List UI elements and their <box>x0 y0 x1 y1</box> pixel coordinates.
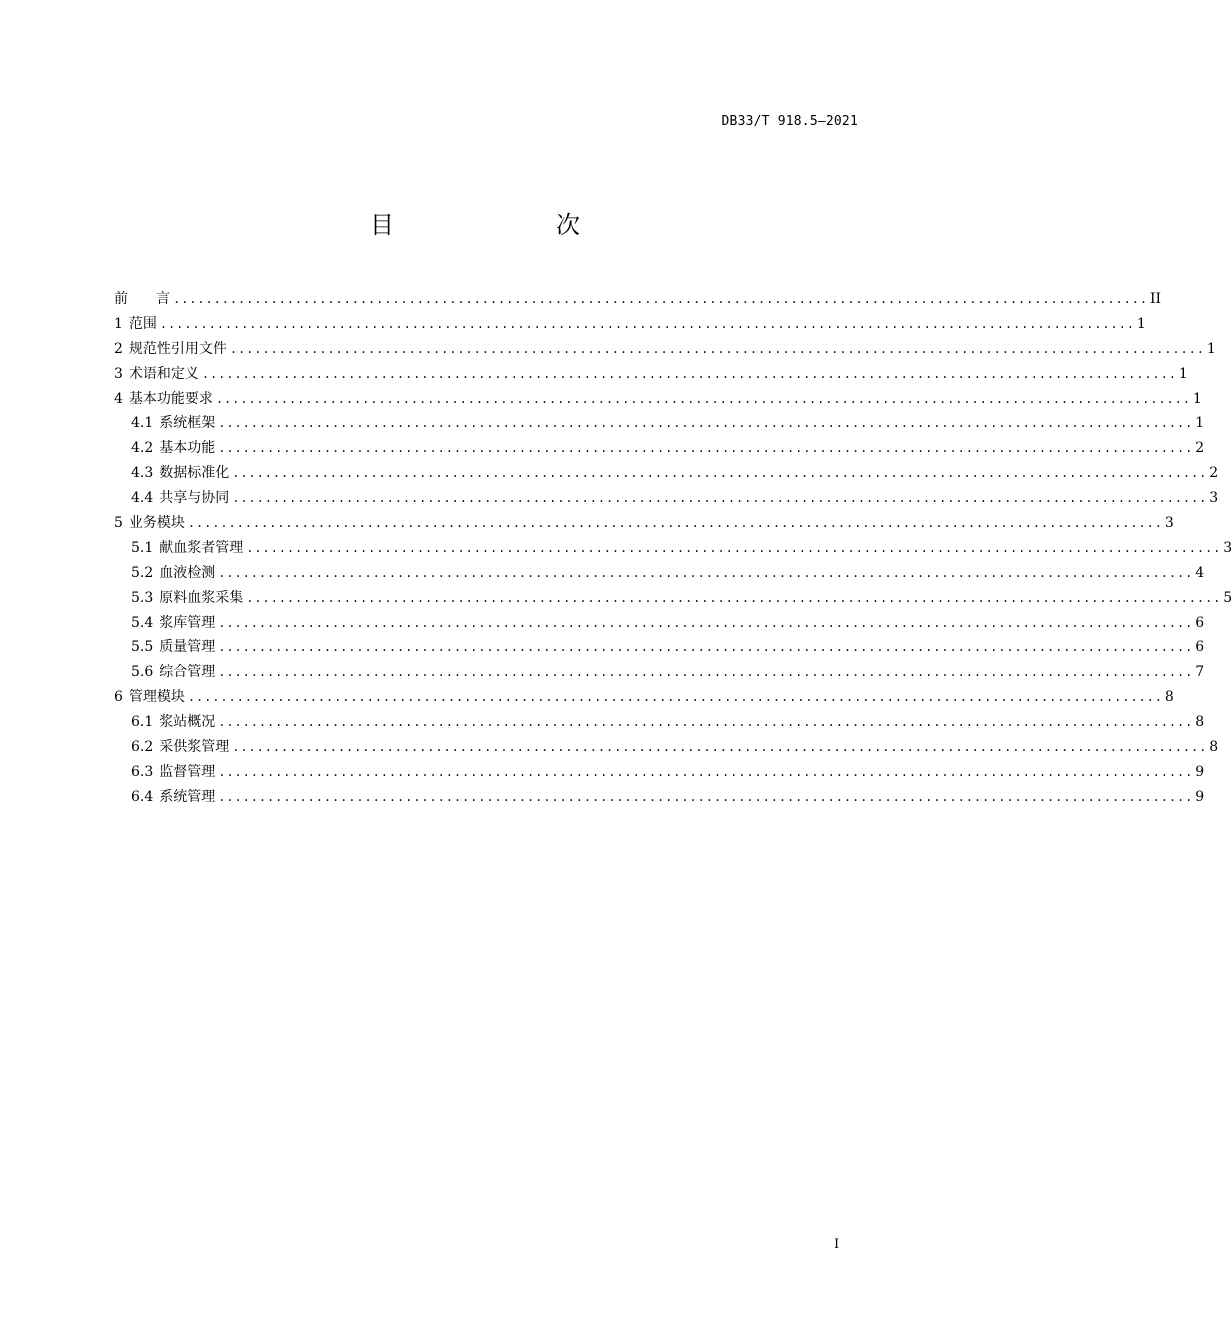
toc-entry-label <box>114 362 202 386</box>
toc-entry[interactable] <box>114 486 1219 511</box>
toc-entry-number: 3 <box>114 365 123 382</box>
toc-entry-label <box>131 436 218 460</box>
toc-entry-number: 6.3 <box>131 763 154 780</box>
toc-entry-text: 共享与协同 <box>159 490 230 507</box>
toc-entry-page: 3 <box>1223 539 1232 556</box>
toc-dot-leader: ........................................................................................................................ <box>201 366 1177 381</box>
toc-entry-label <box>114 387 216 411</box>
toc-entry-label <box>114 685 188 709</box>
toc-entry-number: 1 <box>114 315 123 332</box>
toc-entry[interactable] <box>114 611 1205 636</box>
toc-entry-number: 6.2 <box>131 739 154 756</box>
table-of-contents <box>114 287 1232 810</box>
toc-entry-text: 献血浆者管理 <box>159 539 244 556</box>
toc-entry-page: 3 <box>1164 515 1174 532</box>
toc-entry[interactable] <box>114 735 1219 760</box>
toc-dot-leader: ........................................................................................................................ <box>229 341 1205 356</box>
toc-entry-number: 6.4 <box>131 788 154 805</box>
toc-entry-number: 5 <box>114 515 123 532</box>
toc-entry-number: 5.4 <box>131 614 154 631</box>
toc-entry-page: 8 <box>1209 739 1219 756</box>
toc-title: 目 次 <box>370 211 618 239</box>
toc-entry-text: 基本功能要求 <box>128 390 213 407</box>
toc-entry-number: 4 <box>114 390 123 407</box>
toc-entry-text: 浆库管理 <box>159 614 216 631</box>
toc-entry-page: 2 <box>1209 465 1219 482</box>
toc-entry-label <box>114 337 230 361</box>
toc-dot-leader: ........................................................................................................................ <box>232 491 1208 506</box>
toc-entry-text: 血液检测 <box>159 564 216 581</box>
toc-entry-number: 4.2 <box>131 440 154 457</box>
toc-dot-leader: ........................................................................................................................ <box>173 292 1148 306</box>
toc-entry-page: 1 <box>1192 390 1202 407</box>
toc-entry-text: 监督管理 <box>159 763 216 780</box>
toc-entry-label <box>131 735 232 759</box>
toc-dot-leader: ........................................................................................................................ <box>218 715 1194 730</box>
toc-entry-label <box>131 785 218 809</box>
toc-entry[interactable] <box>114 436 1205 461</box>
toc-dot-leader: ........................................................................................................................ <box>218 764 1194 779</box>
toc-entry-label <box>131 586 246 610</box>
toc-entry-label <box>114 312 160 336</box>
toc-entry-number: 4.3 <box>131 465 154 482</box>
toc-entry-label <box>131 611 218 635</box>
toc-entry-text: 范围 <box>128 315 157 332</box>
toc-entry[interactable] <box>114 635 1205 660</box>
toc-dot-leader: ........................................................................................................................ <box>159 316 1135 331</box>
toc-entry-page: 1 <box>1136 315 1146 332</box>
toc-entry-text: 采供浆管理 <box>159 739 230 756</box>
toc-entry[interactable] <box>114 536 1232 561</box>
toc-entry-page: 7 <box>1195 664 1205 681</box>
toc-entry-text: 数据标准化 <box>159 465 230 482</box>
toc-entry-page: 5 <box>1223 589 1232 606</box>
toc-dot-leader: ........................................................................................................................ <box>218 640 1194 655</box>
toc-entry-label <box>131 411 218 435</box>
toc-entry[interactable] <box>114 586 1232 611</box>
toc-dot-leader: ........................................................................................................................ <box>218 565 1194 580</box>
toc-entry-number: 6 <box>114 689 123 706</box>
toc-entry-label <box>131 710 218 734</box>
toc-entry-text: 管理模块 <box>128 689 185 706</box>
toc-dot-leader: ........................................................................................................................ <box>218 615 1194 630</box>
toc-entry[interactable] <box>114 312 1146 337</box>
toc-entry[interactable] <box>114 511 1174 536</box>
toc-entry-number: 5.2 <box>131 564 154 581</box>
toc-entry-text: 规范性引用文件 <box>128 340 227 357</box>
toc-entry-page: 3 <box>1209 490 1219 507</box>
toc-entry-text: 浆站概况 <box>159 714 216 731</box>
toc-dot-leader: ........................................................................................................................ <box>232 466 1208 481</box>
toc-dot-leader: ........................................................................................................................ <box>218 416 1194 431</box>
toc-entry-text: 业务模块 <box>128 515 185 532</box>
toc-entry-label <box>131 760 218 784</box>
toc-dot-leader: ........................................................................................................................ <box>187 516 1163 531</box>
toc-entry-page: 2 <box>1195 440 1205 457</box>
document-code: DB33/T 918.5—2021 <box>721 114 858 129</box>
toc-entry-page: II <box>1149 291 1162 307</box>
toc-entry-page: 9 <box>1195 763 1205 780</box>
toc-entry-page: 8 <box>1195 714 1205 731</box>
toc-dot-leader: ........................................................................................................................ <box>218 665 1194 680</box>
toc-entry-page: 4 <box>1195 564 1205 581</box>
toc-entry-page: 8 <box>1164 689 1174 706</box>
toc-dot-leader: ........................................................................................................................ <box>246 590 1222 605</box>
toc-entry-page: 6 <box>1195 639 1205 656</box>
toc-entry-text: 质量管理 <box>159 639 216 656</box>
toc-entry[interactable] <box>114 362 1188 387</box>
toc-entry-number: 5.6 <box>131 664 154 681</box>
toc-entry-text: 原料血浆采集 <box>159 589 244 606</box>
footer-page-number: I <box>834 1237 840 1252</box>
toc-entry-page: 1 <box>1195 415 1205 432</box>
toc-entry[interactable] <box>114 287 1162 312</box>
toc-entry[interactable] <box>114 785 1205 810</box>
toc-entry[interactable] <box>114 660 1205 685</box>
toc-entry-number: 5.5 <box>131 639 154 656</box>
toc-entry-label <box>114 287 173 311</box>
toc-entry-label <box>131 561 218 585</box>
toc-entry-text: 系统管理 <box>159 788 216 805</box>
toc-entry-page: 6 <box>1195 614 1205 631</box>
toc-entry[interactable] <box>114 760 1205 785</box>
toc-entry-page: 1 <box>1178 365 1188 382</box>
toc-entry-label <box>131 536 246 560</box>
toc-entry-text: 术语和定义 <box>128 365 199 382</box>
toc-dot-leader: ........................................................................................................................ <box>218 441 1194 456</box>
toc-dot-leader: ........................................................................................................................ <box>215 391 1191 406</box>
toc-entry-label <box>131 461 232 485</box>
toc-entry-page: 1 <box>1206 340 1216 357</box>
toc-entry-number: 4.1 <box>131 415 154 432</box>
toc-dot-leader: ........................................................................................................................ <box>246 540 1222 555</box>
toc-entry-page: 9 <box>1195 788 1205 805</box>
toc-entry-text: 基本功能 <box>159 440 216 457</box>
toc-entry-label <box>131 486 232 510</box>
toc-entry-number: 2 <box>114 340 123 357</box>
toc-entry-number: 6.1 <box>131 714 154 731</box>
toc-dot-leader: ........................................................................................................................ <box>232 740 1208 755</box>
toc-entry-number: 5.1 <box>131 539 154 556</box>
toc-entry-label <box>131 660 218 684</box>
toc-entry[interactable] <box>114 387 1202 412</box>
toc-entry[interactable] <box>114 461 1219 486</box>
toc-entry-number: 4.4 <box>131 490 154 507</box>
toc-entry[interactable] <box>114 685 1174 710</box>
toc-entry[interactable] <box>114 561 1205 586</box>
toc-dot-leader: ........................................................................................................................ <box>187 690 1163 705</box>
toc-entry[interactable] <box>114 337 1216 362</box>
toc-dot-leader: ........................................................................................................................ <box>218 789 1194 804</box>
toc-entry-label <box>114 511 188 535</box>
toc-entry[interactable] <box>114 710 1205 735</box>
toc-entry[interactable] <box>114 411 1205 436</box>
toc-entry-label <box>131 635 218 659</box>
toc-entry-text: 系统框架 <box>159 415 216 432</box>
toc-entry-text: 前 言 <box>114 291 170 307</box>
toc-entry-text: 综合管理 <box>159 664 216 681</box>
toc-entry-number: 5.3 <box>131 589 154 606</box>
